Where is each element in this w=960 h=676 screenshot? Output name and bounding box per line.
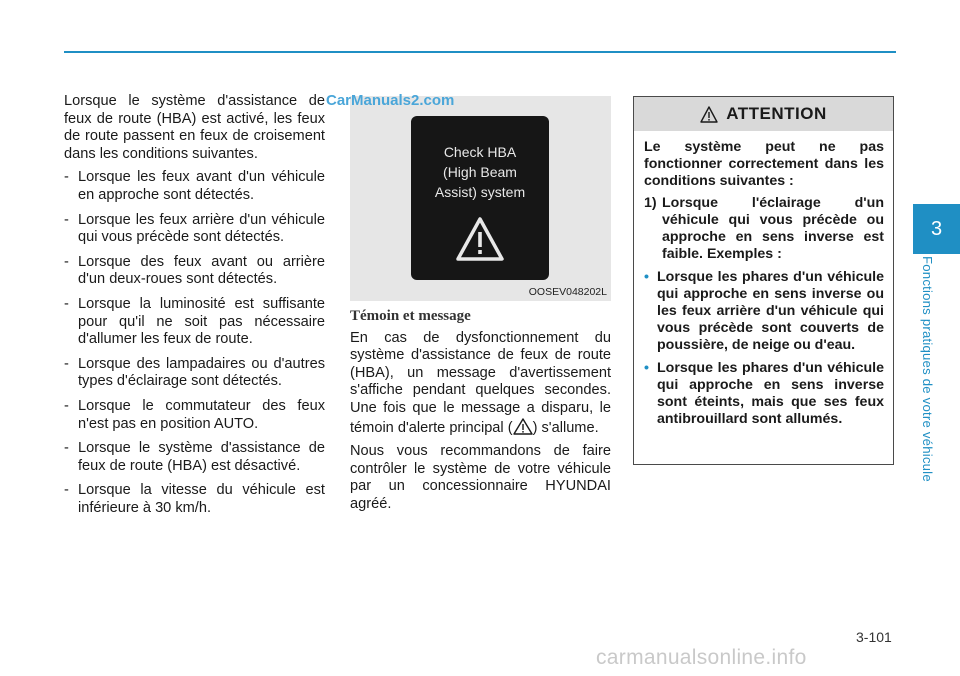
warning-paragraph: En cas de dysfonctionnement du système d'assistance de feux de route (HBA), un message d'avertissement s'affiche pendant quelques secondes. Une fois que le message a disparu, le témoin d'alerte principal ( ) s'allume. [350,329,611,436]
section-heading: Témoin et message [350,308,471,324]
list-item: - Lorsque la luminosité est suffisante pour qu'il ne soit pas nécessaire d'allumer les feux de route. [64,295,325,348]
footer-watermark: carmanualsonline.info [596,646,807,669]
warning-triangle-icon [513,418,533,435]
list-item: 1) Lorsque l'éclairage d'un véhicule qui vous précède ou approche en sens inverse est faible. Exemples : [644,195,884,262]
attention-title: ATTENTION [726,104,827,123]
cluster-message-figure [350,96,611,301]
attention-header [634,97,893,131]
figure-code: OOSEV048202L [528,286,607,298]
left-column [64,93,325,524]
top-divider [64,51,896,53]
list-item: - Lorsque les feux arrière d'un véhicule qui vous précède sont détectés. [64,211,325,246]
page-number: 3-101 [856,629,892,645]
list-item: - Lorsque le système d'assistance de feux de route (HBA) est désactivé. [64,440,325,474]
list-item: - Lorsque les feux avant d'un véhicule en approche sont détectés. [64,169,325,203]
list-item: • Lorsque les phares d'un véhicule qui approche en sens inverse sont éteints, mais que ses feux antibrouillard sont allumés. [644,360,884,427]
list-item: • Lorsque les phares d'un véhicule qui approche en sens inverse ou les feux arrière d'un véhicule qui vous précède sont couverts de poussière, de neige ou d'eau. [644,269,884,353]
middle-column [350,308,611,520]
attention-body [634,131,893,428]
intro-paragraph: Lorsque le système d'assistance de feux de route (HBA) est activé, les feux de route passent en feux de croisement dans les conditions suivantes. [64,93,325,162]
conditions-list [64,169,325,517]
attention-box [633,96,894,465]
chapter-number-tab: 3 [913,204,960,254]
warning-triangle-icon [455,216,505,262]
list-item: - Lorsque des feux avant ou arrière d'un deux-roues sont détectés. [64,253,325,288]
chapter-title: Fonctions pratiques de votre véhicule [920,256,935,482]
dealer-paragraph: Nous vous recommandons de faire contrôler le système de votre véhicule par un concessionnaire HYUNDAI agréé. [350,443,611,512]
warning-triangle-icon [700,106,718,123]
watermark-logo: CarManuals2.com [326,92,455,109]
display-message: Check HBA (High Beam Assist) system [434,144,526,200]
cluster-display [411,116,549,280]
list-item: - Lorsque la vitesse du véhicule est inférieure à 30 km/h. [64,482,325,516]
list-item: - Lorsque le commutateur des feux n'est pas en position AUTO. [64,397,325,432]
list-item: - Lorsque des lampadaires ou d'autres types d'éclairage sont détectés. [64,355,325,390]
attention-intro: Le système peut ne pas fonctionner correctement dans les conditions suivantes : [644,139,884,189]
